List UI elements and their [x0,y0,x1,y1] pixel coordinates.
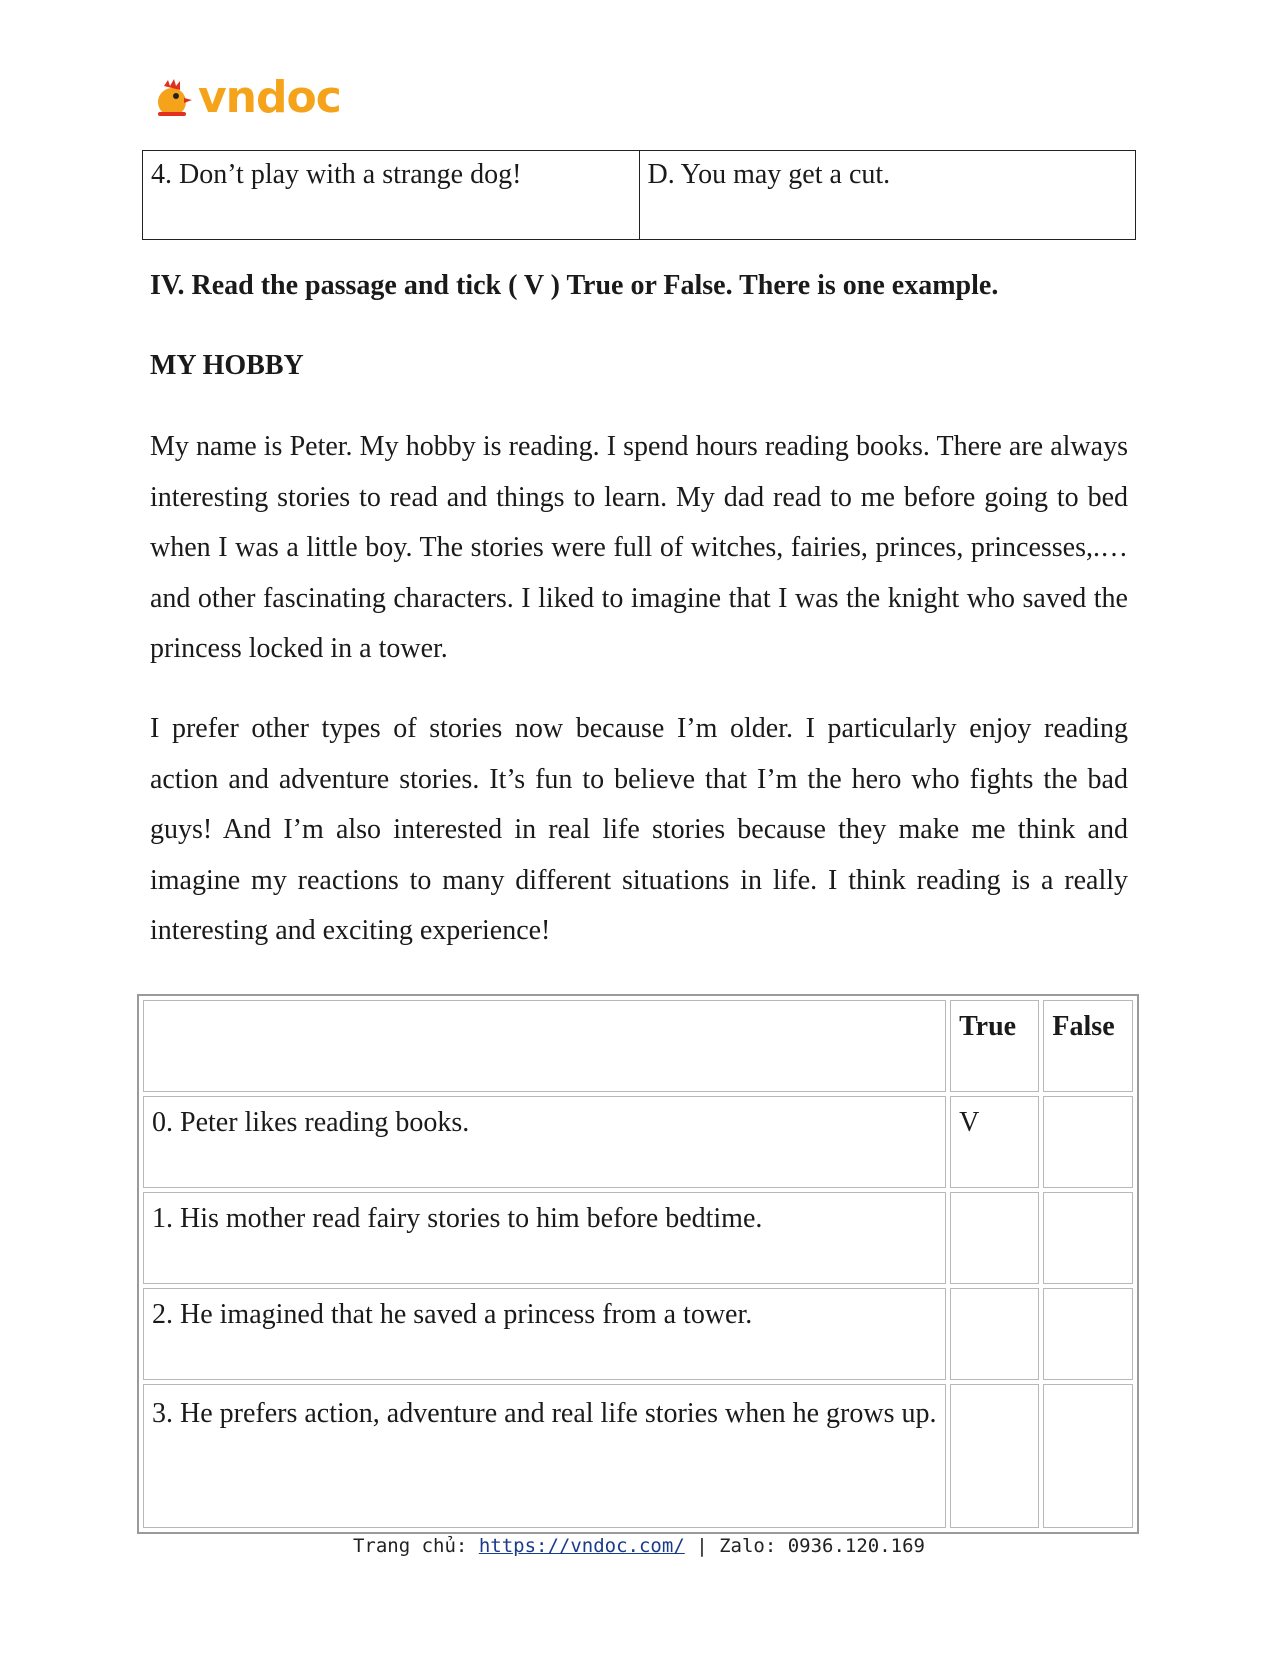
statement-cell: 3. He prefers action, adventure and real life stories when he grows up. [143,1384,946,1528]
page-footer [0,1535,1278,1557]
false-cell[interactable] [1043,1192,1133,1284]
table-header-row [143,1000,1133,1092]
footer-label: Trang chủ: [352,1535,468,1557]
header-statement-cell [143,1000,946,1092]
passage-paragraph-2: I prefer other types of stories now because I’m older. I particularly enjoy reading action and adventure stories. It’s fun to believe that I’m the hero who fights the bad guys! And I’m also interested in real life stories because they make me think and imagine my reactions to many different situations in life. I think reading is a really interesting and exciting experience! [150,713,1128,946]
footer-separator: | [696,1535,708,1557]
false-cell[interactable] [1043,1288,1133,1380]
section-heading: IV. Read the passage and tick ( V ) True or False. There is one example. [150,270,999,301]
matching-table [142,150,1136,240]
false-cell[interactable] [1043,1096,1133,1188]
true-cell[interactable] [950,1192,1039,1284]
table-row [143,1288,1133,1380]
header-true-cell: True [950,1000,1039,1092]
statement-cell: 1. His mother read fairy stories to him before bedtime. [143,1192,946,1284]
true-cell[interactable] [950,1384,1039,1528]
table-row [143,1384,1133,1528]
true-cell[interactable]: V [950,1096,1039,1188]
passage-paragraph-1: My name is Peter. My hobby is reading. I spend hours reading books. There are always interesting stories to read and things to learn. My dad read to me before going to bed when I was a little boy. The stories were full of witches, fairies, princes, princesses,.… and other fascinating characters. I liked to imagine that I was the knight who saved the princess locked in a tower. [150,431,1128,664]
passage-title: MY HOBBY [150,350,304,381]
logo-text: vndoc [198,72,341,123]
footer-link[interactable]: https://vndoc.com/ [478,1535,685,1557]
match-right-cell: D. You may get a cut. [639,151,1136,240]
true-cell[interactable] [950,1288,1039,1380]
footer-zalo: Zalo: 0936.120.169 [719,1535,925,1557]
header-false-cell: False [1043,1000,1133,1092]
false-cell[interactable] [1043,1384,1133,1528]
rooster-icon [150,76,194,120]
match-left-cell: 4. Don’t play with a strange dog! [143,151,640,240]
table-row [143,1192,1133,1284]
table-row [143,151,1136,240]
vndoc-logo [150,72,341,124]
statement-cell: 0. Peter likes reading books. [143,1096,946,1188]
table-row [143,1096,1133,1188]
true-false-table [137,994,1139,1534]
statement-cell: 2. He imagined that he saved a princess from a tower. [143,1288,946,1380]
